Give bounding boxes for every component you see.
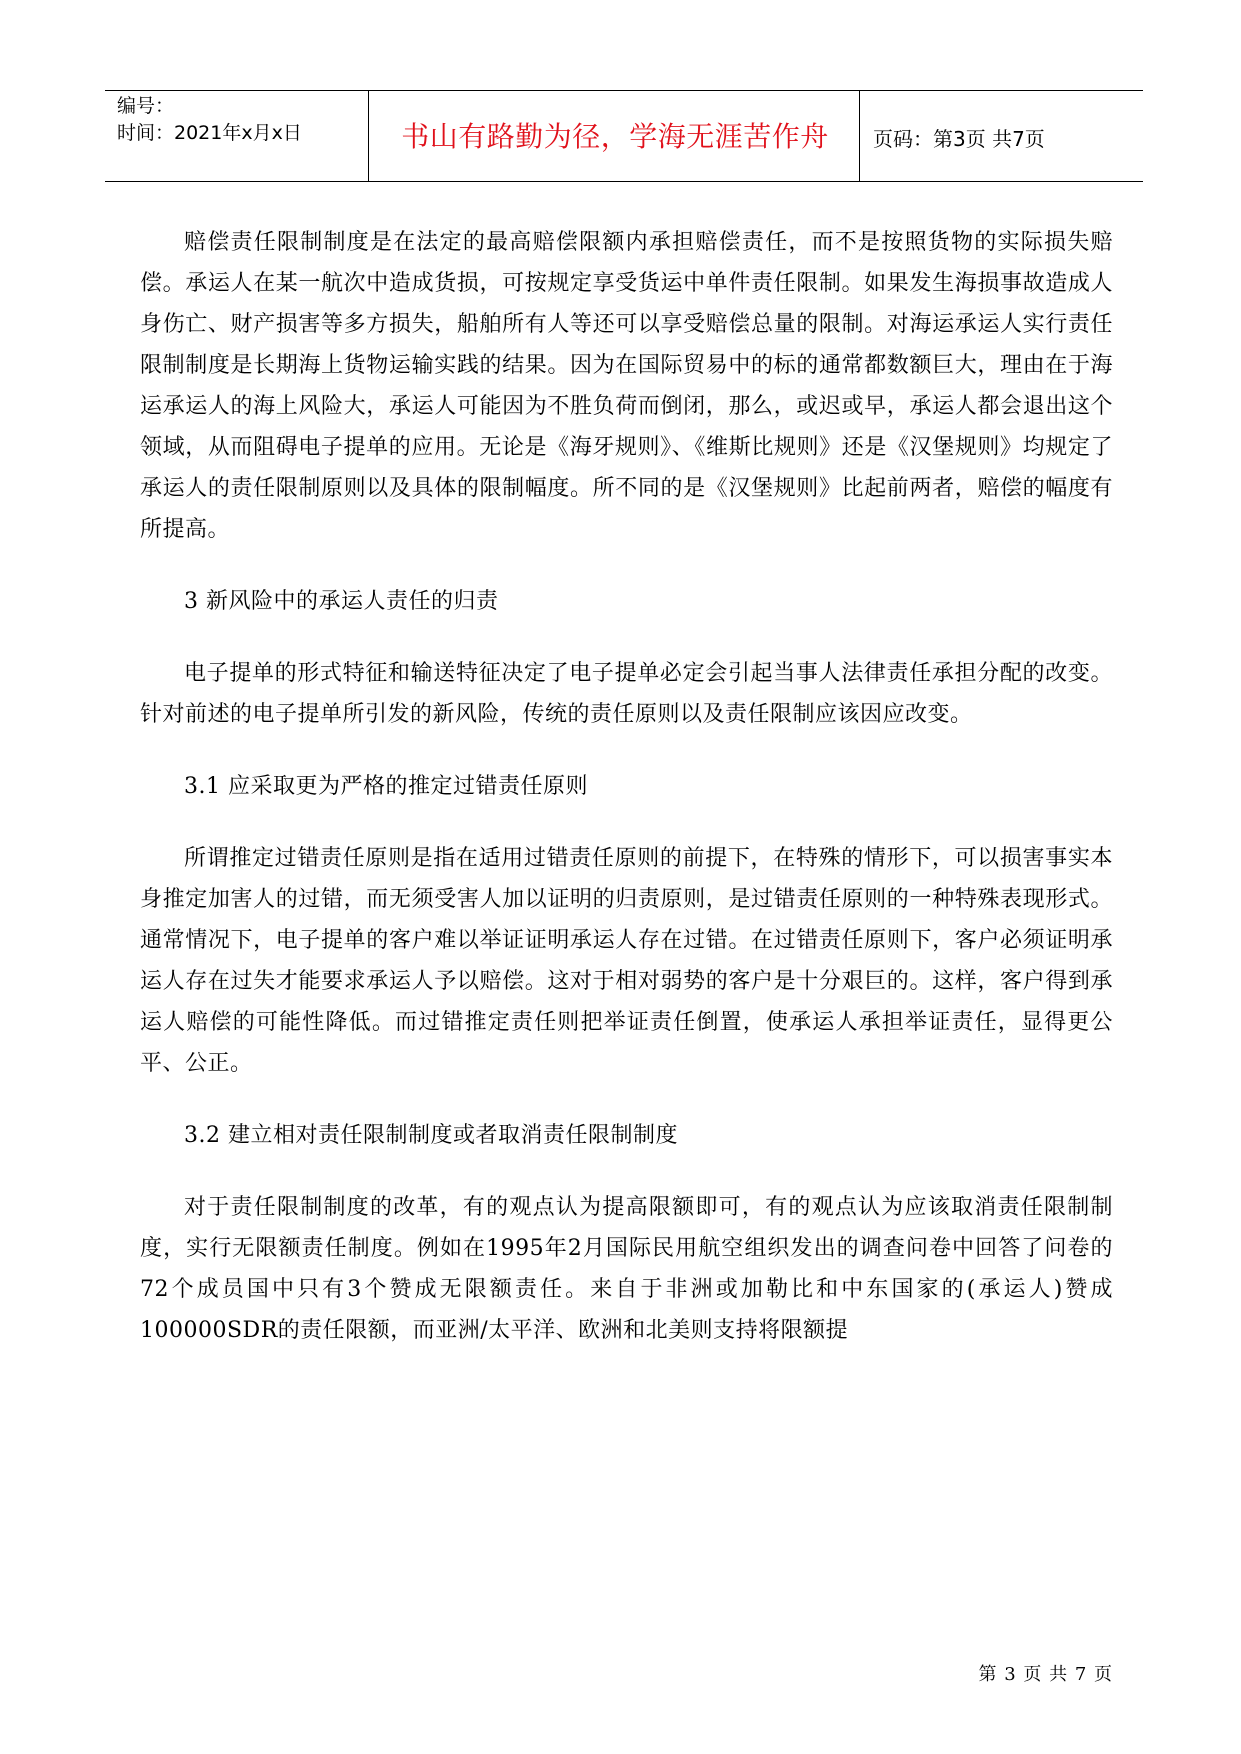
header-page-label: 页码：第3页 共7页 <box>873 127 1045 151</box>
page-header <box>105 90 1143 182</box>
document-time-label: 时间：2021年x月x日 <box>117 122 302 144</box>
section-heading: 3.1 应采取更为严格的推定过错责任原则 <box>184 774 588 799</box>
page-footer: 第 3 页 共 7 页 <box>978 1664 1113 1685</box>
header-divider <box>859 91 860 181</box>
section-heading: 3.2 建立相对责任限制制度或者取消责任限制制度 <box>184 1123 678 1148</box>
header-motto: 书山有路勤为径，学海无涯苦作舟 <box>401 120 829 153</box>
body-paragraph: 电子提单的形式特征和输送特征决定了电子提单必定会引起当事人法律责任承担分配的改变。针对前述的电子提单所引发的新风险，传统的责任原则以及责任限制应该因应改变。 <box>140 661 1113 727</box>
body-paragraph: 赔偿责任限制制度是在法定的最高赔偿限额内承担赔偿责任，而不是按照货物的实际损失赔偿。承运人在某一航次中造成货损，可按规定享受货运中单件责任限制。如果发生海损事故造成人身伤亡、财产损害等多方损失，船舶所有人等还可以享受赔偿总量的限制。对海运承运人实行责任限制制度是长期海上货物运输实践的结果。因为在国际贸易中的标的通常都数额巨大，理由在于海运承运人的海上风险大，承运人可能因为不胜负荷而倒闭，那么，或迟或早，承运人都会退出这个领域，从而阻碍电子提单的应用。无论是《海牙规则》、《维斯比规则》还是《汉堡规则》均规定了承运人的责任限制原则以及具体的限制幅度。所不同的是《汉堡规则》比起前两者，赔偿的幅度有所提高。 <box>140 230 1113 542</box>
document-number-label: 编号： <box>117 95 175 117</box>
body-paragraph: 所谓推定过错责任原则是指在适用过错责任原则的前提下，在特殊的情形下，可以损害事实本身推定加害人的过错，而无须受害人加以证明的归责原则，是过错责任原则的一种特殊表现形式。通常情况下，电子提单的客户难以举证证明承运人存在过错。在过错责任原则下，客户必须证明承运人存在过失才能要求承运人予以赔偿。这对于相对弱势的客户是十分艰巨的。这样，客户得到承运人赔偿的可能性降低。而过错推定责任则把举证责任倒置，使承运人承担举证责任，显得更公平、公正。 <box>140 846 1113 1076</box>
body-paragraph: 对于责任限制制度的改革，有的观点认为提高限额即可，有的观点认为应该取消责任限制制度，实行无限额责任制度。例如在1995年2月国际民用航空组织发出的调查问卷中回答了问卷的72个成员国中只有3个赞成无限额责任。来自于非洲或加勒比和中东国家的(承运人)赞成100000SDR的责任限额，而亚洲/太平洋、欧洲和北美则支持将限额提 <box>140 1195 1113 1343</box>
section-heading: 3 新风险中的承运人责任的归责 <box>184 589 499 614</box>
header-left-cell <box>117 93 367 147</box>
document-body <box>140 222 1113 1382</box>
header-divider <box>368 91 369 181</box>
